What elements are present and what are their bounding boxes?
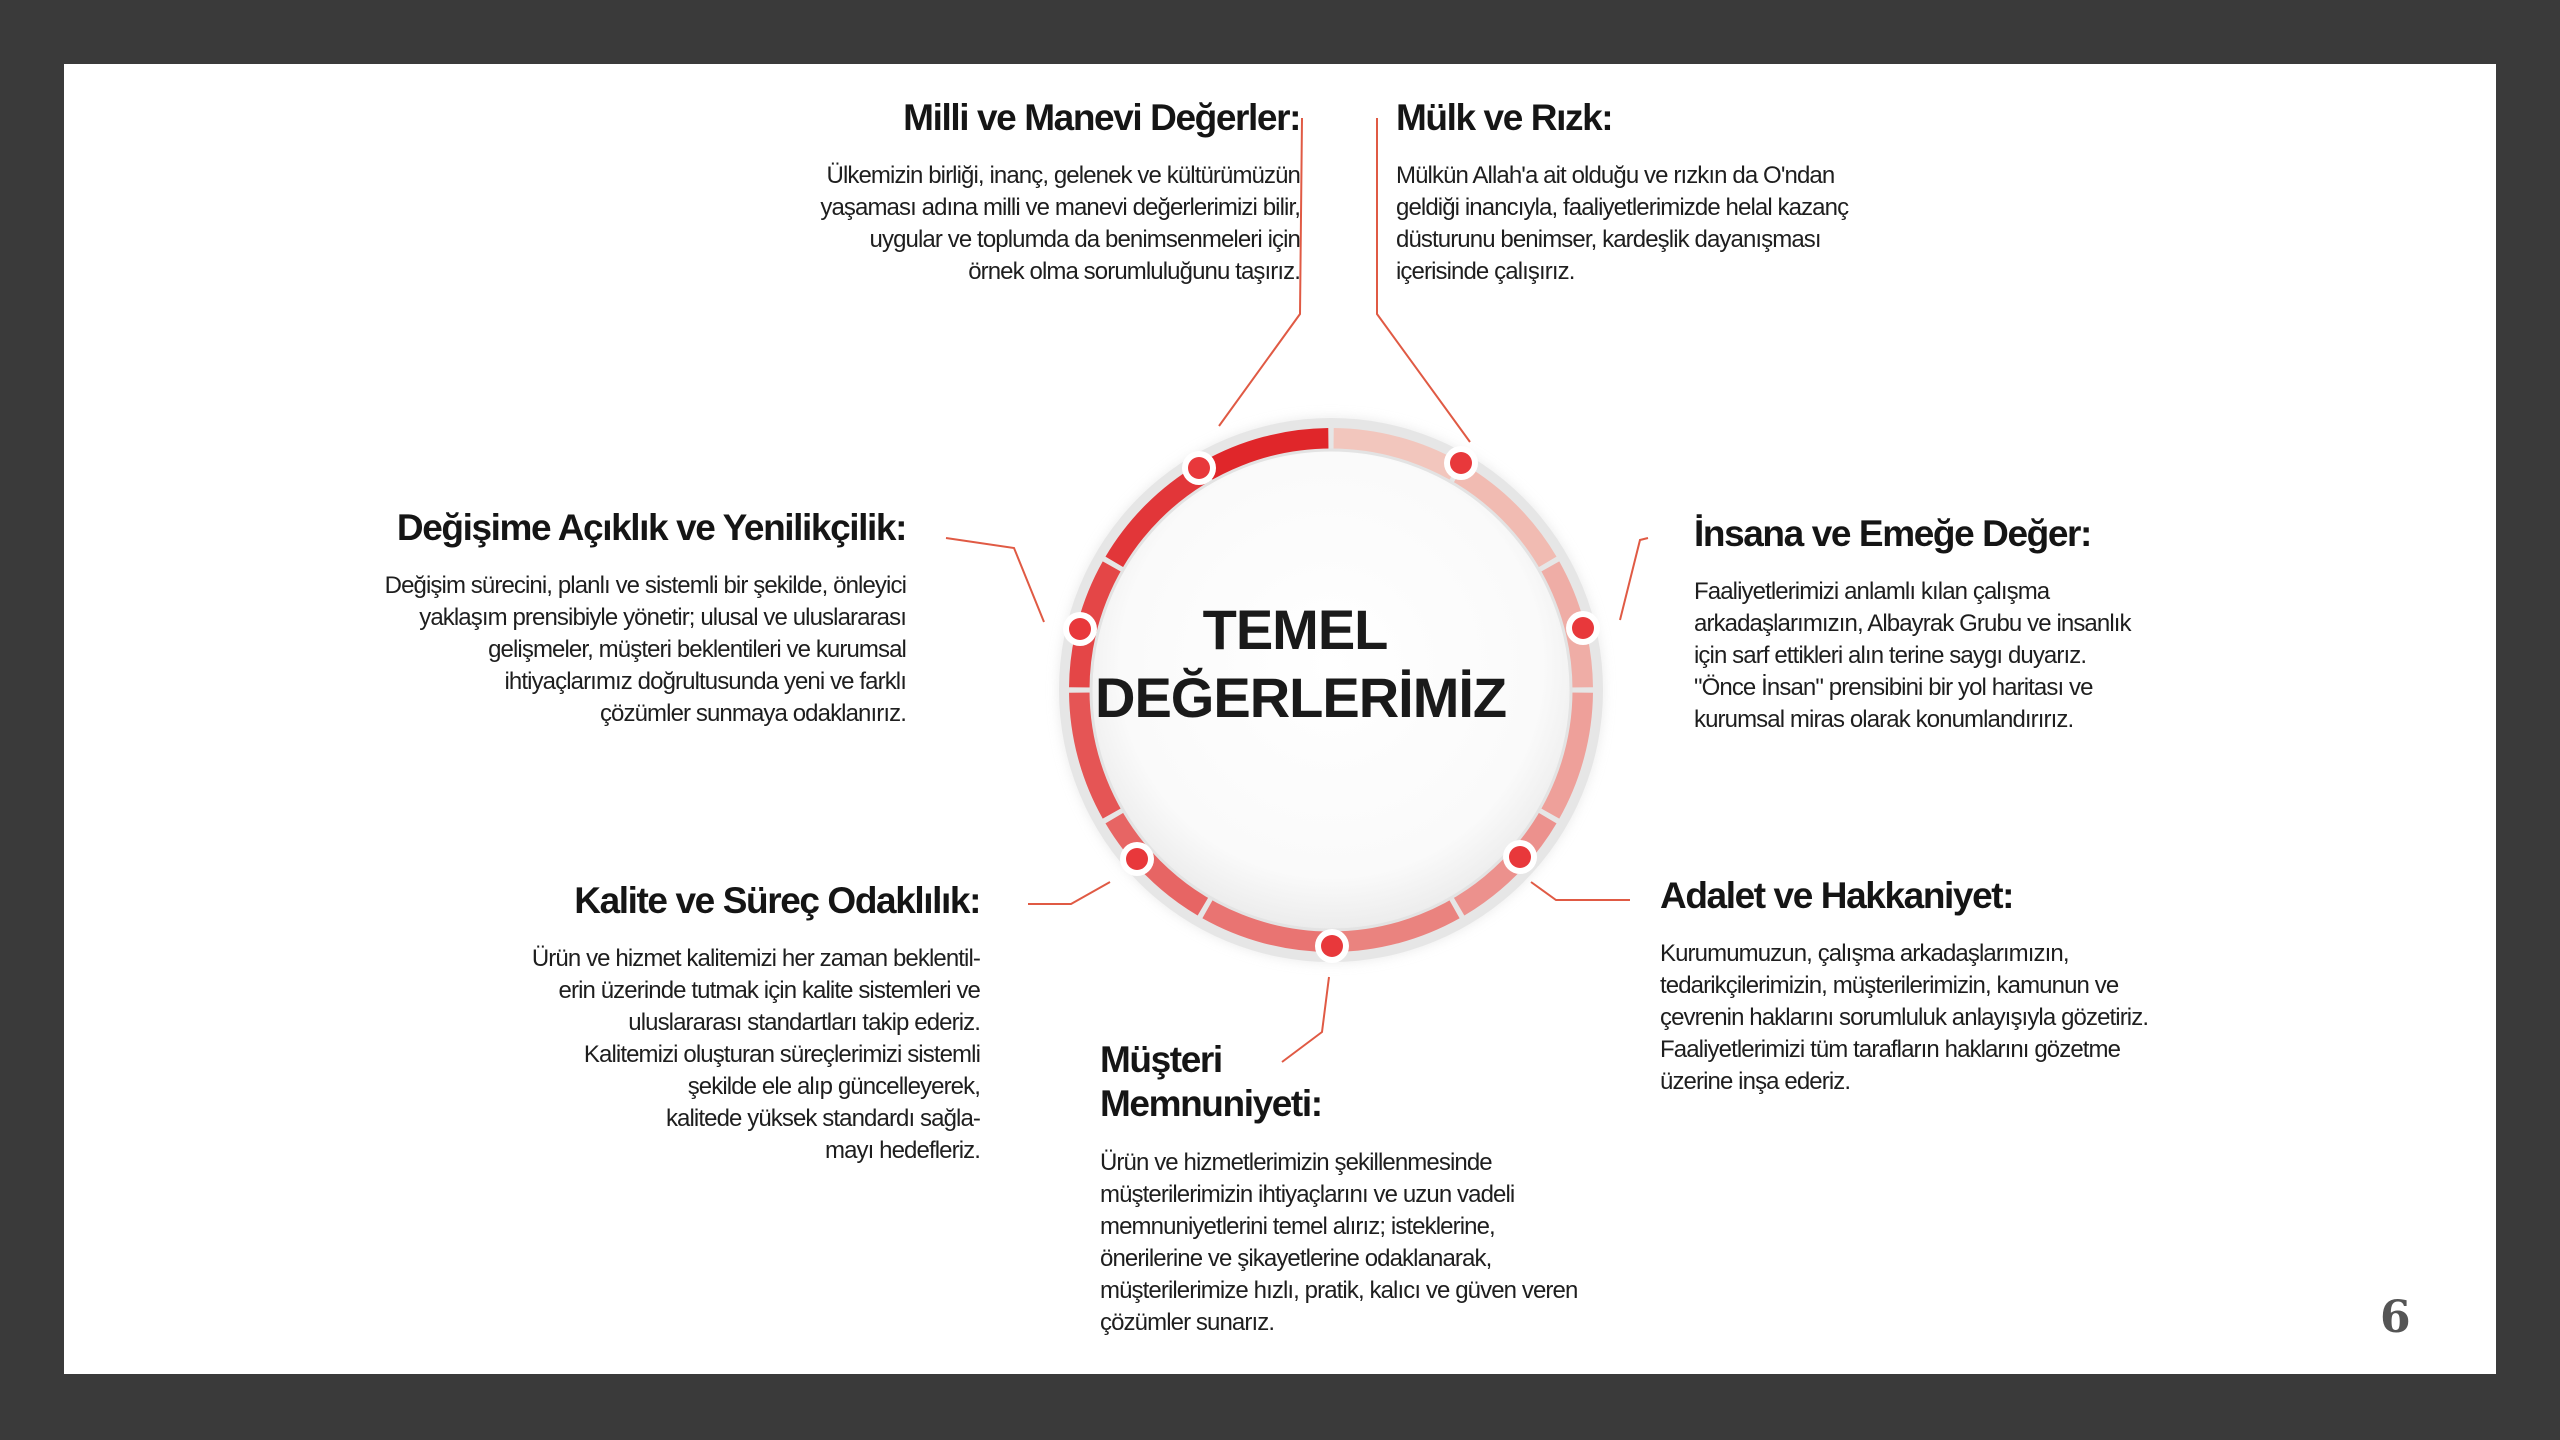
- value-block-mulk: [1396, 96, 1956, 288]
- value-block-insan: [1694, 512, 2254, 736]
- value-title-milli: Milli ve Manevi Değerler:: [903, 97, 1300, 138]
- connector-kalite: [1028, 882, 1110, 904]
- connector-insan: [1620, 538, 1648, 620]
- value-desc-mulk: Mülkün Allah'a ait olduğu ve rızkın da O'ndan geldiği inancıyla, faaliyetlerimizde helal kazanç düsturunu benimser, kardeşlik dayanışması içerisinde çalışırız.: [1396, 162, 1849, 286]
- value-title-kalite: Kalite ve Süreç Odaklılık:: [574, 880, 980, 921]
- value-desc-degisim: Değişim sürecini, planlı ve sistemli bir şekilde, önleyici yaklaşım prensibiyle yönetir; ulusal ve uluslararası gelişmeler, müşteri beklentileri ve kurumsal ihtiyaçlarımız doğrultusunda yeni ve farklı çözümler sunmaya odaklanırız.: [384, 572, 906, 728]
- value-desc-adalet: Kurumumuzun, çalışma arkadaşlarımızın, tedarikçilerimizin, müşterilerimizin, kamunun ve çevrenin haklarını sorumluluk anlayışıyla gözetiriz. Faaliyetlerimizi tüm tarafların haklarını gözetme üzerine inşa ederiz.: [1660, 940, 2149, 1096]
- marker-degisim: [1063, 612, 1097, 646]
- center-title: TEMEL DEĞERLERİMİZ: [1095, 598, 1507, 729]
- marker-musteri: [1315, 929, 1349, 963]
- marker-mulk: [1444, 446, 1478, 480]
- value-title-mulk: Mülk ve Rızk:: [1396, 97, 1613, 138]
- value-block-milli: [724, 96, 1300, 288]
- value-desc-insan: Faaliyetlerimizi anlamlı kılan çalışma arkadaşlarımızın, Albayrak Grubu ve insanlık için sarf ettikleri alın terine saygı duyarız. "Önce İnsan" prensibini bir yol haritası ve kurumsal miras olarak konumlandırırız.: [1694, 578, 2131, 734]
- value-block-degisim: [294, 506, 906, 730]
- connector-adalet: [1531, 882, 1630, 900]
- page-number: 6: [2380, 1292, 2411, 1343]
- value-block-musteri: [1100, 1038, 1660, 1339]
- marker-insan: [1566, 611, 1600, 645]
- value-title-adalet: Adalet ve Hakkaniyet:: [1660, 875, 2014, 916]
- value-desc-milli: Ülkemizin birliği, inanç, gelenek ve kültürümüzün yaşaması adına milli ve manevi değerlerimizi bilir, uygular ve toplumda da benimsenmeleri için örnek olma sorumluluğunu taşırız.: [820, 162, 1300, 286]
- value-desc-musteri: Ürün ve hizmetlerimizin şekillenmesinde müşterilerimizin ihtiyaçlarını ve uzun vadeli memnuniyetlerini temel alırız; isteklerine, önerilerine ve şikayetlerine odaklanarak, müşterilerimize hızlı, pratik, kalıcı ve güven veren çözümler sunarız.: [1100, 1148, 1578, 1336]
- value-title-insan: İnsana ve Emeğe Değer:: [1694, 513, 2091, 554]
- value-title-degisim: Değişime Açıklık ve Yenilikçilik:: [396, 507, 906, 548]
- marker-adalet: [1503, 840, 1537, 874]
- value-title-musteri: Müşteri Memnuniyeti:: [1100, 1039, 1322, 1125]
- value-block-adalet: [1660, 874, 2260, 1098]
- marker-milli: [1182, 451, 1216, 485]
- value-desc-kalite: Ürün ve hizmet kalitemizi her zaman beklentil- erin üzerinde tutmak için kalite sistemleri ve uluslararası standartları takip ederiz. Kalitemizi oluşturan süreçlerimizi sistemli şekilde ele alıp güncelleyerek, kalitede yüksek standardı sağla- mayı hedefleriz.: [531, 945, 980, 1165]
- connector-degisim: [946, 538, 1044, 622]
- value-block-kalite: [464, 879, 980, 1167]
- content-page: [64, 64, 2496, 1374]
- marker-kalite: [1120, 842, 1154, 876]
